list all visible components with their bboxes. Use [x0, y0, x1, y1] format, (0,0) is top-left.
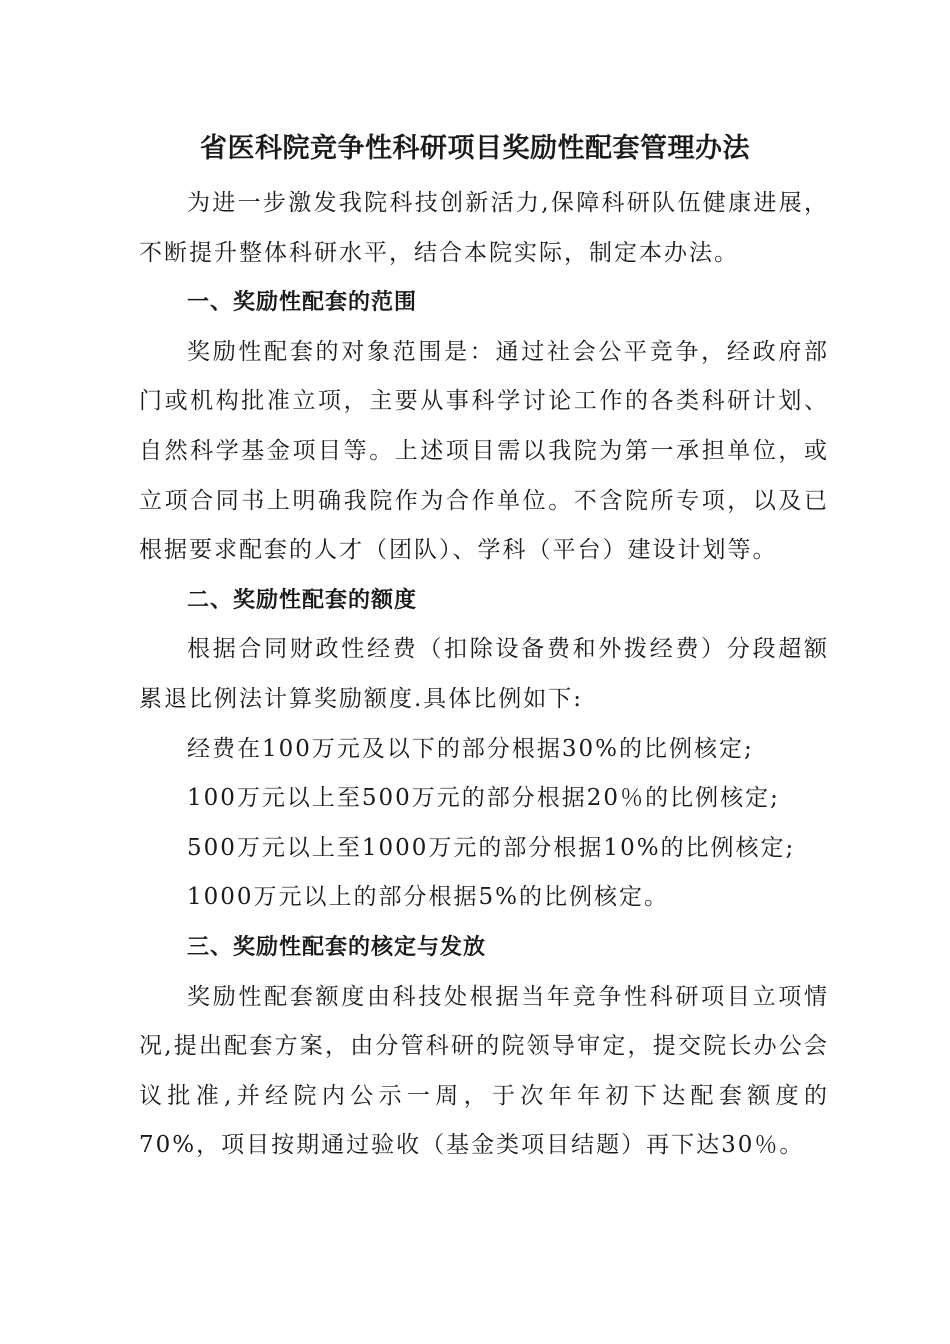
rate-tier-3: 500万元以上至1000万元的部分根据10%的比例核定; [187, 834, 796, 861]
scope-paragraph: 奖励性配套的对象范围是：通过社会公平竞争，经政府部门或机构批准立项，主要从事科学讨论工作的各类科研计划、自然科学基金项目等。上述项目需以我院为第一承担单位，或立项合同书上明确我院作为合作单位。不含院所专项，以及已根据要求配套的人才（团队）、学科（平台）建设计划等。 [139, 338, 829, 564]
approval-paragraph: 奖励性配套额度由科技处根据当年竞争性科研项目立项情况,提出配套方案，由分管科研的院领导审定，提交院长办公会议批准,并经院内公示一周，于次年年初下达配套额度的70%，项目按期通过验收（基金类项目结题）再下达30％。 [139, 983, 829, 1159]
rate-tier-2: 100万元以上至500万元的部分根据20％的比例核定; [187, 785, 780, 812]
intro-paragraph: 为进一步激发我院科技创新活力,保障科研队伍健康进展，不断提升整体科研水平，结合本院实际，制定本办法。 [139, 190, 829, 266]
amount-paragraph: 根据合同财政性经费（扣除设备费和外拨经费）分段超额累退比例法计算奖励额度.具体比例如下: [139, 636, 829, 712]
section-heading-approval: 三、奖励性配套的核定与发放 [187, 934, 487, 960]
document-title: 省医科院竞争性科研项目奖励性配套管理办法 [200, 133, 750, 164]
document-body [139, 179, 829, 1171]
section-heading-scope: 一、奖励性配套的范围 [187, 290, 418, 316]
section-heading-amount: 二、奖励性配套的额度 [187, 587, 418, 613]
rate-tier-1: 经费在100万元及以下的部分根据30%的比例核定; [187, 735, 754, 762]
rate-tier-4: 1000万元以上的部分根据5%的比例核定。 [187, 884, 670, 911]
